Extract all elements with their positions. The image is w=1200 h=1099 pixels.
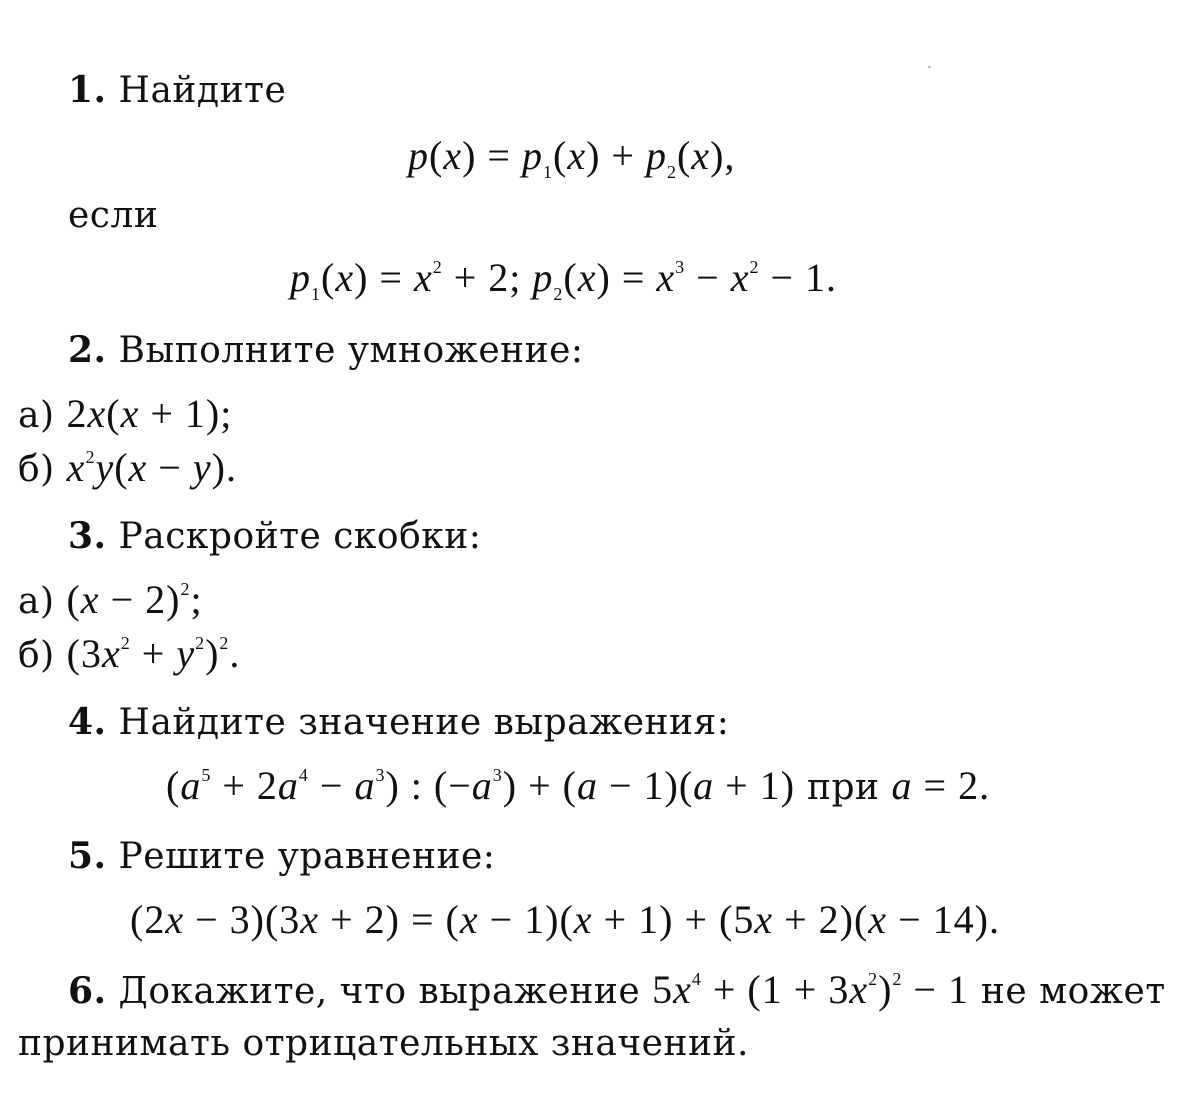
task-3-item-a-expr: $(x - 2)^2$;	[66, 577, 203, 622]
task-3-item-b-expr: $(3x^2 + y^2)^2$.	[66, 631, 241, 676]
task-2-item-a-expr: 2x(x + 1);	[66, 391, 233, 436]
task-5-heading	[68, 834, 495, 879]
task-6-instruction-start: Докажите, что выражение	[118, 971, 641, 1012]
task-3-item-b	[18, 632, 240, 678]
task-3-item-b-label: б)	[18, 635, 55, 676]
task-1-formula-main: $p(x) = p_1(x) + p_2(x)$,	[408, 133, 736, 182]
task-4-formula: $(a^5 + 2a^4 - a^3)$ : $(-a^3) + (a - 1)(a + 1)$	[166, 763, 796, 808]
task-2-instruction: Выполните умножение:	[118, 330, 584, 371]
task-2-item-b-expr: $x^2y(x - y)$.	[66, 445, 237, 490]
task-5-number: 5.	[68, 835, 107, 877]
task-6-line-1	[68, 968, 1166, 1014]
task-3-item-a	[18, 578, 203, 624]
task-3-number: 3.	[68, 515, 107, 557]
task-5-formula: (2x − 3)(3x + 2) = (x − 1)(x + 1) + (5x + 2)(x − 14).	[130, 897, 1000, 942]
task-2-item-a	[18, 392, 232, 438]
scan-speck	[928, 66, 931, 68]
task-2-item-b	[18, 446, 237, 492]
task-6-instruction-end: не может	[980, 971, 1166, 1012]
task-6-line-2: принимать отрицательных значений.	[18, 1023, 749, 1064]
task-6-formula: $5x^4 + (1 + 3x^2)^2 - 1$	[652, 967, 969, 1012]
task-1-instruction: Найдите	[118, 70, 287, 111]
task-1-heading	[68, 68, 286, 113]
task-4-condition-value: a = 2.	[891, 763, 991, 808]
task-1-number: 1.	[68, 69, 107, 111]
task-4-number: 4.	[68, 701, 107, 743]
task-4-instruction: Найдите значение выражения:	[118, 702, 730, 743]
task-3-instruction: Раскройте скобки:	[118, 516, 482, 557]
task-4-formula-line	[166, 764, 990, 810]
task-5-instruction: Решите уравнение:	[118, 836, 496, 877]
task-6-number: 6.	[68, 970, 107, 1012]
task-4-condition-word: при	[807, 767, 880, 808]
task-2-item-a-label: а)	[18, 395, 55, 436]
task-3-item-a-label: а)	[18, 581, 55, 622]
task-1-formula-given: $p_1(x) = x^2 + 2$; $p_2(x) = x^3 - x^2 - 1$.	[290, 255, 838, 304]
task-2-item-b-label: б)	[18, 449, 55, 490]
task-2-heading	[68, 328, 584, 373]
task-3-heading	[68, 514, 481, 559]
task-2-number: 2.	[68, 329, 107, 371]
task-1-connector: если	[68, 195, 159, 236]
task-4-heading	[68, 700, 729, 745]
